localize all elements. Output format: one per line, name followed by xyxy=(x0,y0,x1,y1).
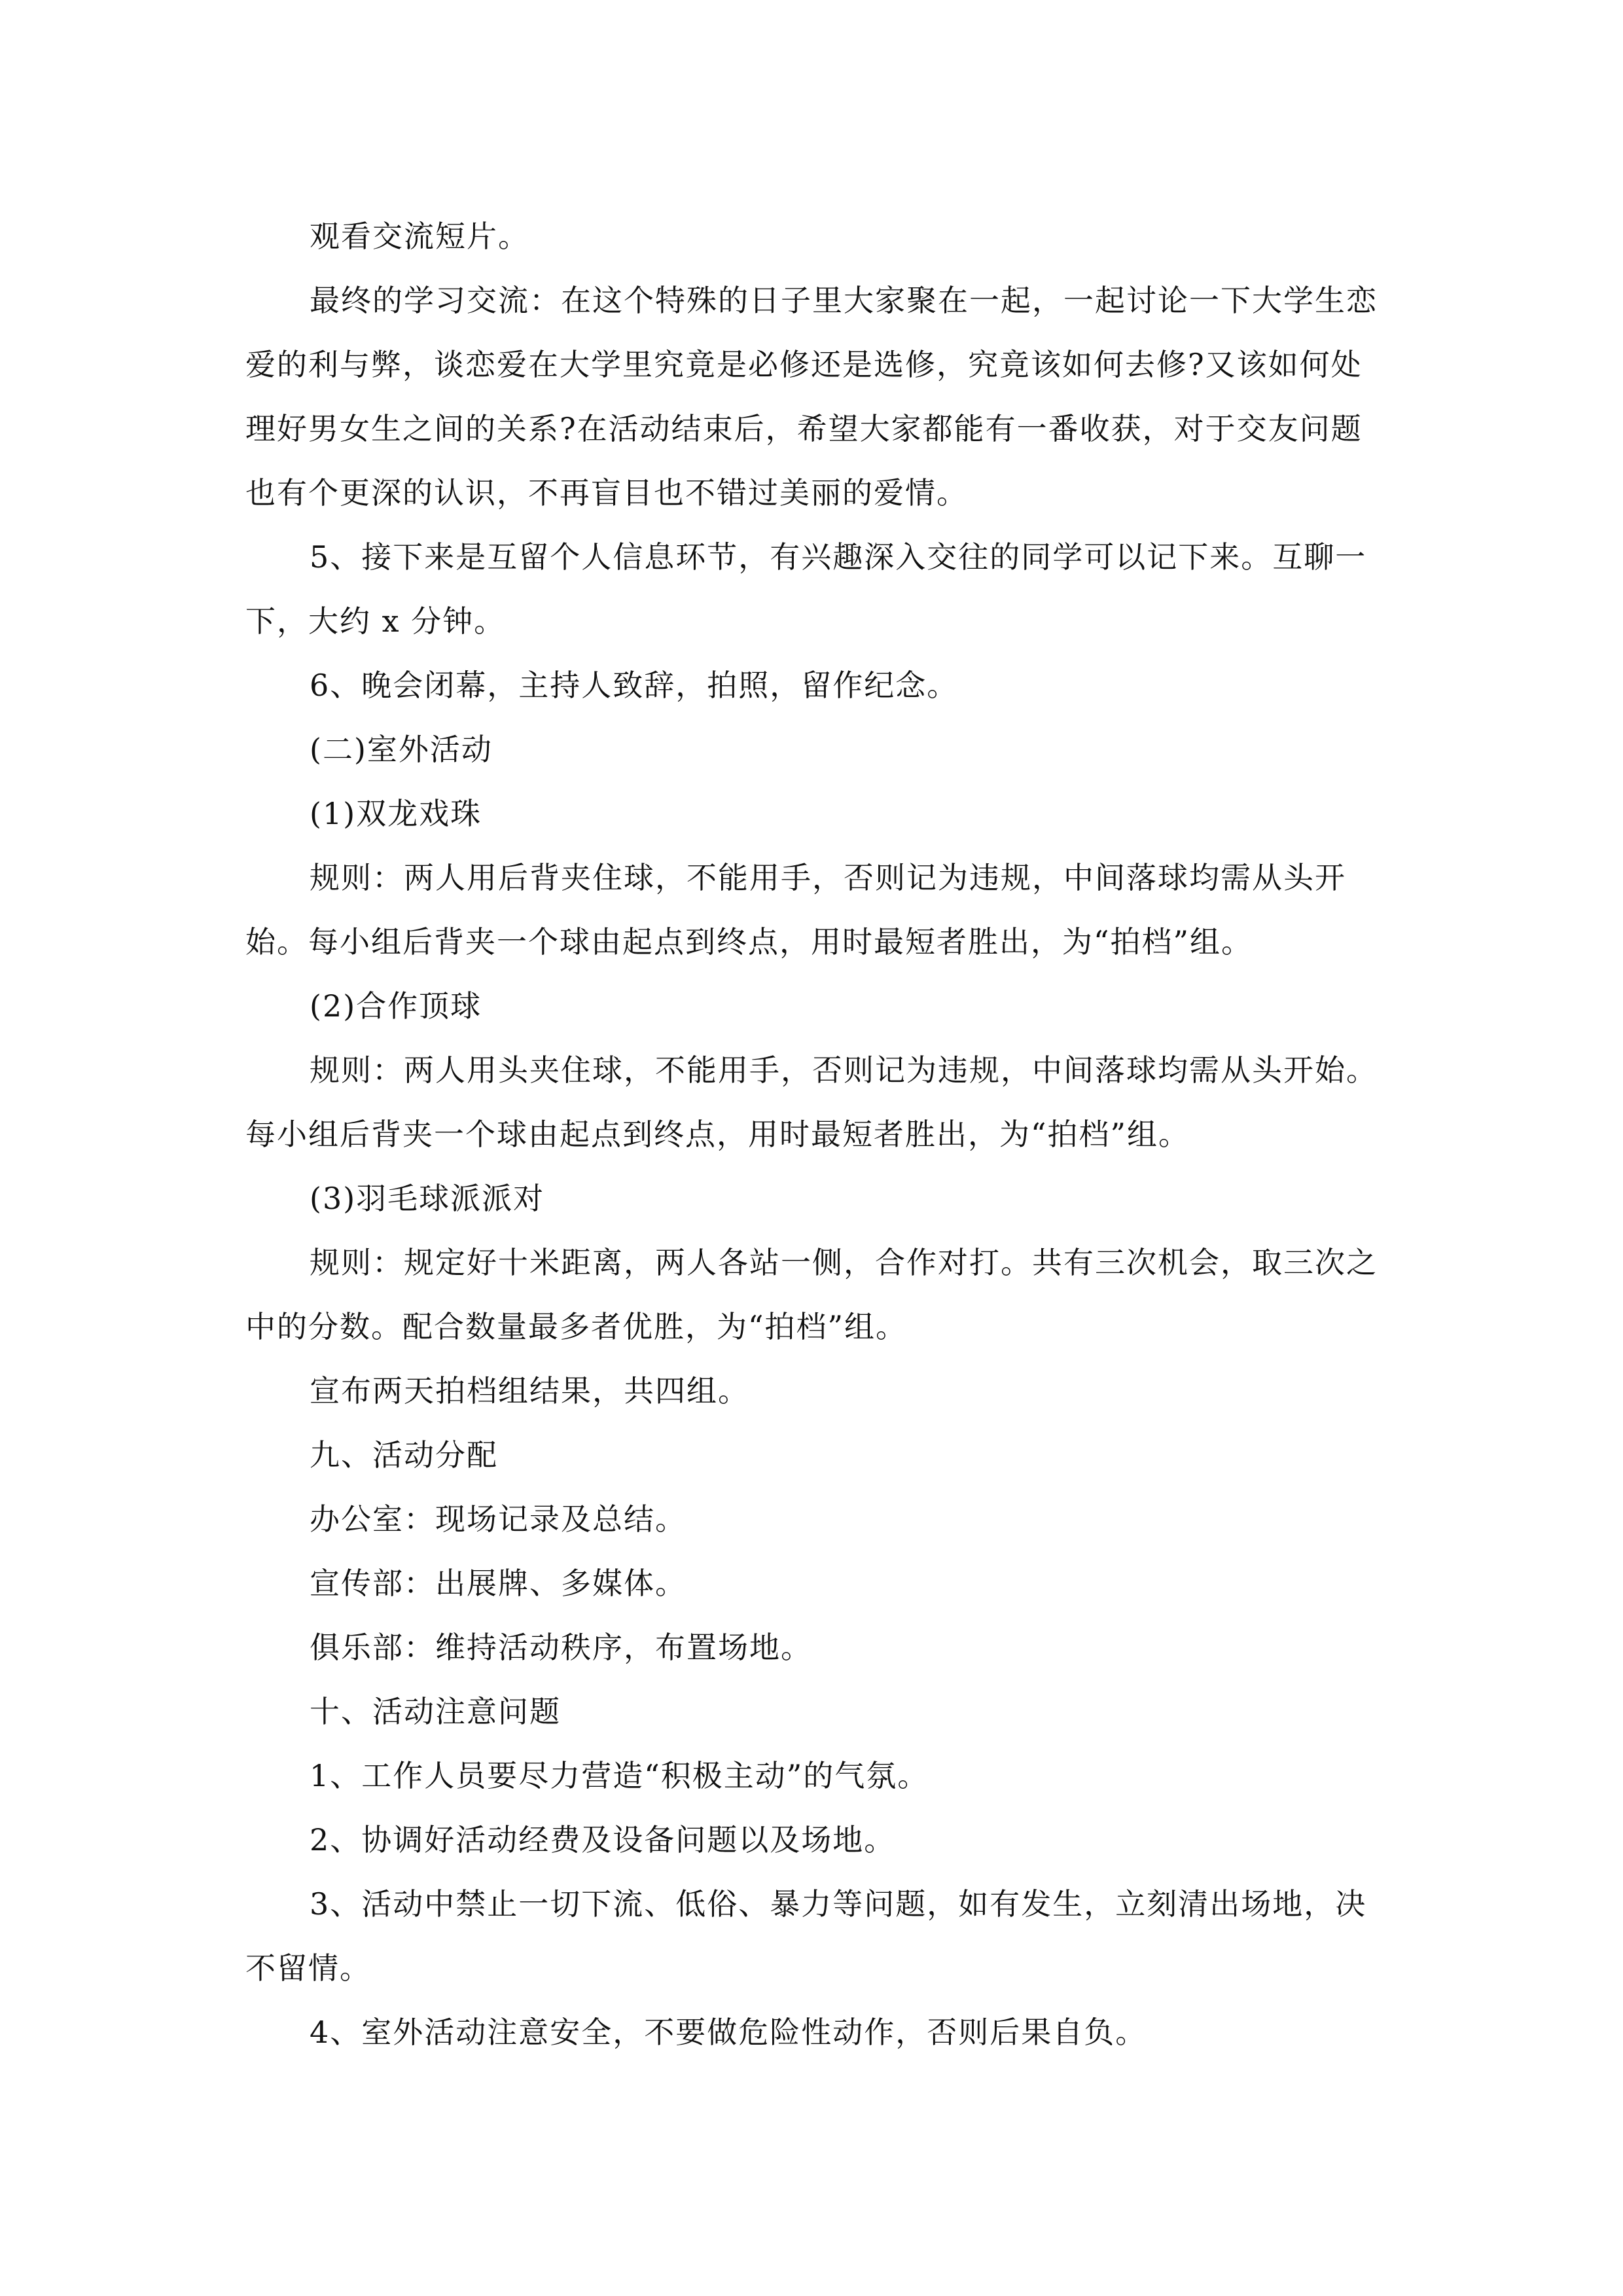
section-heading-assignment: 九、活动分配 xyxy=(310,1437,498,1473)
paragraph-watch-video: 观看交流短片。 xyxy=(310,219,529,254)
section-heading-outdoor: (二)室外活动 xyxy=(310,732,493,767)
document-body xyxy=(245,204,1381,2064)
note-item-4: 4、室外活动注意安全，不要做危险性动作，否则后果自负。 xyxy=(310,2015,1147,2050)
paragraph-final-discussion: 最终的学习交流：在这个特殊的日子里大家聚在一起，一起讨论一下大学生恋爱的利与弊，谈恋爱在大学里究竟是必修还是选修，究竟该如何去修?又该如何处理好男女生之间的关系?在活动结束后，希望大家都能有一番收获，对于交友问题也有个更深的认识，不再盲目也不错过美丽的爱情。 xyxy=(245,283,1378,511)
paragraph-results: 宣布两天拍档组结果，共四组。 xyxy=(310,1373,749,1408)
game-title-3: (3)羽毛球派派对 xyxy=(310,1181,545,1216)
game-rule-2: 规则：两人用头夹住球，不能用手，否则记为违规，中间落球均需从头开始。每小组后背夹一个球由起点到终点，用时最短者胜出，为“拍档”组。 xyxy=(245,1052,1378,1152)
game-title-1: (1)双龙戏珠 xyxy=(310,796,482,831)
paragraph-closing: 6、晚会闭幕，主持人致辞，拍照，留作纪念。 xyxy=(310,668,959,703)
note-item-3: 3、活动中禁止一切下流、低俗、暴力等问题，如有发生，立刻清出场地，决不留情。 xyxy=(245,1886,1367,1986)
game-rule-1: 规则：两人用后背夹住球，不能用手，否则记为违规，中间落球均需从头开始。每小组后背夹一个球由起点到终点，用时最短者胜出，为“拍档”组。 xyxy=(245,860,1346,960)
game-title-2: (2)合作顶球 xyxy=(310,988,482,1024)
section-heading-notes: 十、活动注意问题 xyxy=(310,1694,561,1729)
note-item-1: 1、工作人员要尽力营造“积极主动”的气氛。 xyxy=(310,1758,929,1793)
assignment-club: 俱乐部：维持活动秩序，布置场地。 xyxy=(310,1630,812,1665)
paragraph-exchange-info: 5、接下来是互留个人信息环节，有兴趣深入交往的同学可以记下来。互聊一下，大约 x 分钟。 xyxy=(245,539,1367,639)
assignment-publicity: 宣传部：出展牌、多媒体。 xyxy=(310,1566,687,1601)
assignment-office: 办公室：现场记录及总结。 xyxy=(310,1501,687,1537)
note-item-2: 2、协调好活动经费及设备问题以及场地。 xyxy=(310,1822,896,1857)
game-rule-3: 规则：规定好十米距离，两人各站一侧，合作对打。共有三次机会，取三次之中的分数。配合数量最多者优胜，为“拍档”组。 xyxy=(245,1245,1378,1344)
